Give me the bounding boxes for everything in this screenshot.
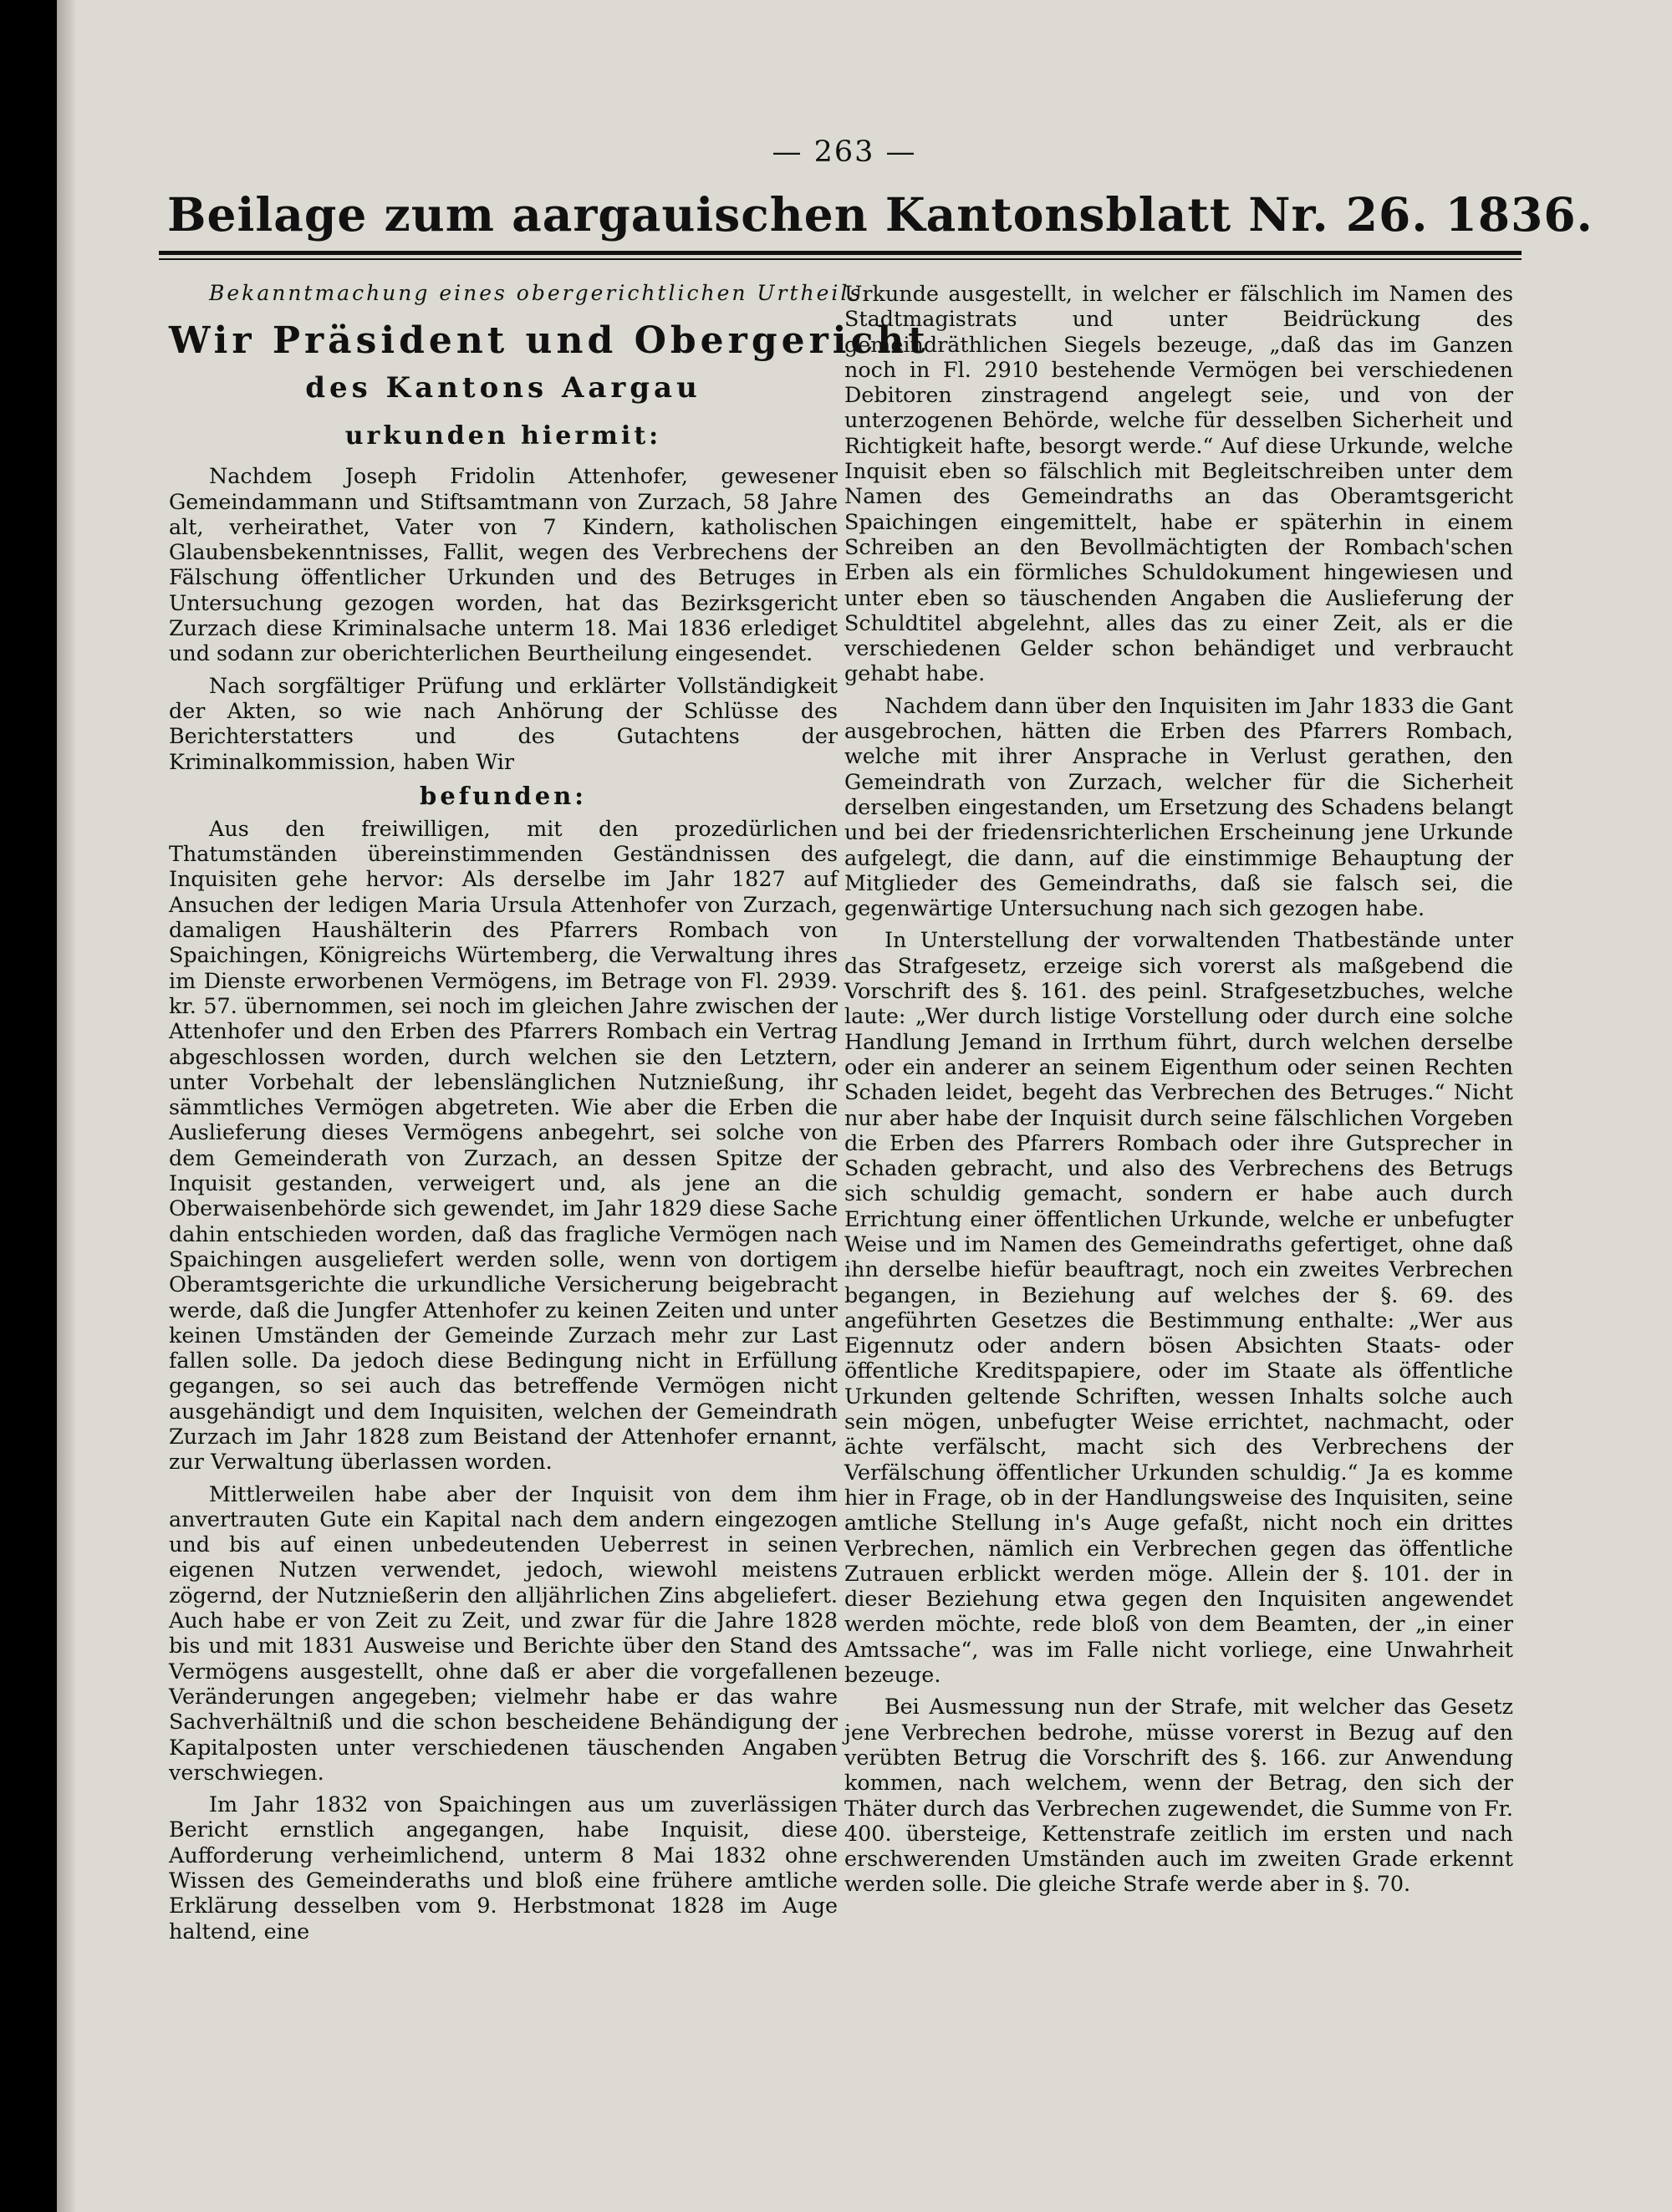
urkunden-heading: urkunden hiermit: [344,421,662,451]
paragraph: Mittlerweilen habe aber der Inquisit von dem ihm anvertrauten Gute ein Kapital nach dem andern eingezogen und bis auf einen unbedeutenden Ueberrest in seinen eigenen Nutzen verwendet, jedoch, wiewohl meistens zögernd, der Nutznießerin den alljährlichen Zins abgeliefert. Auch habe er von Zeit zu Zeit, und zwar für die Jahre 1828 bis und mit 1831 Ausweise und Berichte über den Stand des Vermögens ausgestellt, ohne daß er aber die vorgefallenen Veränderungen angegeben; vielmehr habe er das wahre Sachverhältniß und die schon bescheidene Behändigung der Kapitalposten unter verschiedenen täuschenden Angaben verschwiegen. [169,1481,838,1785]
header-rule-thick [159,251,1522,255]
paragraph: Bei Ausmessung nun der Strafe, mit welcher das Gesetz jene Verbrechen bedrohe, müsse vorerst in Bezug auf den verübten Betrug die Vorschrift des §. 166. zur Anwendung kommen, nach welchem, wenn der Betrag, den sich der Thäter durch das Verbrechen zugewendet, die Summe von Fr. 400. übersteige, Kettenstrafe zeitlich im ersten und nach erschwerenden Umständen auch im zweiten Grade erkennt werden solle. Die gleiche Strafe werde aber in §. 70. [844,1694,1513,1897]
canton-heading: des Kantons Aargau [305,371,701,405]
page-gutter-shadow [57,0,77,2212]
paragraph: Im Jahr 1832 von Spaichingen aus um zuverlässigen Bericht ernstlich angegangen, habe Inquisit, diese Aufforderung verheimlichend, unterm 8 Mai 1832 ohne Wissen des Gemeinderaths und bloß eine frühere amtliche Erklärung desselben vom 9. Herbstmonat 1828 im Auge haltend, eine [169,1792,838,1944]
running-title: Beilage zum aargauischen Kantonsblatt Nr. 26. 1836. [167,187,1593,242]
paragraph: In Unterstellung der vorwaltenden Thatbestände unter das Strafgesetz, erzeige sich vorerst als maßgebend die Vorschrift des §. 161. des peinl. Strafgesetzbuches, welche laute: „Wer durch listige Vorstellung oder durch eine solche Handlung Jemand in Irrthum führt, durch welchen derselbe oder ein anderer an seinem Eigenthum oder seinen Rechten Schaden leidet, begeht das Verbrechen des Betruges.“ Nicht nur aber habe der Inquisit durch seine fälschlichen Vorgeben die Erben des Pfarrers Rombach oder ihre Gutsprecher in Schaden gebracht, und also des Verbrechens des Betrugs sich schuldig gemacht, sondern er habe auch durch Errichtung einer öffentlichen Urkunde, welche er unbefugter Weise und im Namen des Gemeindraths gefertiget, ohne daß ihn derselbe hiefür beauftragt, noch ein zweites Verbrechen begangen, in Beziehung auf welches der §. 69. des angeführten Gesetzes die Bestimmung enthalte: „Wer aus Eigennutz oder andern bösen Absichten Staats- oder öffentliche Kreditspapiere, oder im Staate als öffentliche Urkunden geltende Schriften, wessen Inhalts solche auch sein mögen, unbefugter Weise errichtet, nachmacht, oder ächte verfälscht, macht sich des Verbrechens der Verfälschung öffentlicher Urkunden schuldig.“ Ja es komme hier in Frage, ob in der Handlungsweise des Inquisiten, seine amtliche Stellung in's Auge gefaßt, nicht noch ein drittes Verbrechen, nämlich ein Verbrechen gegen das öffentliche Zutrauen erblickt werden möge. Allein der §. 101. der in dieser Beziehung etwa gegen den Inquisiten angewendet werden möchte, rede bloß von dem Beamten, der „in einer Amtssache“, was im Falle nicht vorliege, eine Unwahrheit bezeuge. [844,927,1513,1688]
paragraph-continued: Urkunde ausgestellt, in welcher er fälschlich im Namen des Stadtmagistrats und unter Beidrückung des gemeindräthlichen Siegels bezeuge, „daß das im Ganzen noch in Fl. 2910 bestehende Vermögen bei verschiedenen Debitoren zinstragend angelegt seie, und von der unterzogenen Behörde, welche für desselben Sicherheit und Richtigkeit hafte, besorgt werde.“ Auf diese Urkunde, welche Inquisit eben so fälschlich mit Begleitschreiben unter dem Namen des Gemeindraths an das Oberamtsgericht Spaichingen eingemittelt, habe er späterhin in einem Schreiben an den Bevollmächtigten der Rombach'schen Erben als ein förmliches Schuldokument hingewiesen und unter eben so täuschenden Angaben die Auslieferung der Schuldtitel abgelehnt, alles das zu einer Zeit, als er die verschiedenen Gelder schon behändiget und verbraucht gehabt habe. [844,281,1513,686]
page-number: — 263 — [772,135,917,169]
notice-heading: Bekanntmachung eines obergerichtlichen Urtheils. [209,281,873,305]
right-column [844,281,1513,2179]
left-column [169,281,930,2179]
paragraph: Nachdem Joseph Fridolin Attenhofer, gewesener Gemeindammann und Stiftsamtmann von Zurzach, 58 Jahre alt, verheirathet, Vater von 7 Kindern, katholischen Glaubensbekenntnisses, Fallit, wegen des Verbrechens der Fälschung öffentlicher Urkunden und des Betruges in Untersuchung gezogen worden, hat das Bezirksgericht Zurzach diese Kriminalsache unterm 18. Mai 1836 erlediget und sodann zur oberichterlichen Beurtheilung eingesendet. [169,463,838,666]
court-heading: Wir Präsident und Obergericht [169,319,930,363]
paragraph: Nachdem dann über den Inquisiten im Jahr 1833 die Gant ausgebrochen, hätten die Erben des Pfarrers Rombach, welche mit ihrer Ansprache in Verlust gerathen, den Gemeindrath von Zurzach, welcher für die Sicherheit derselben eingestanden, um Ersetzung des Schadens belangt und bei der friedensrichterlichen Erscheinung jene Urkunde aufgelegt, die dann, auf die einstimmige Behauptung der Mitglieder des Gemeindraths, daß sie falsch sei, die gegenwärtige Untersuchung nach sich gezogen habe. [844,692,1513,921]
paragraph: Aus den freiwilligen, mit den prozedürlichen Thatumständen übereinstimmenden Geständnissen des Inquisiten gehe hervor: Als derselbe im Jahr 1827 auf Ansuchen der ledigen Maria Ursula Attenhofer von Zurzach, damaligen Haushälterin des Pfarrers Rombach von Spaichingen, Königreichs Würtemberg, die Verwaltung ihres im Dienste erworbenen Vermögens, im Betrage von Fl. 2939. kr. 57. übernommen, sei noch im gleichen Jahre zwischen der Attenhofer und den Erben des Pfarrers Rombach ein Vertrag abgeschlossen worden, durch welchen sie den Letztern, unter Vorbehalt der lebenslänglichen Nutznießung, ihr sämmtliches Vermögen abgetreten. Wie aber die Erben die Auslieferung dieses Vermögens anbegehrt, sei solche von dem Gemeinderath von Zurzach, an dessen Spitze der Inquisit gestanden, verweigert und, als jene an die Oberwaisenbehörde sich gewendet, im Jahr 1829 diese Sache dahin entschieden worden, daß das fragliche Vermögen nach Spaichingen ausgeliefert werden solle, wenn von dortigem Oberamtsgerichte die urkundliche Versicherung beigebracht werde, daß die Jungfer Attenhofer zu keinen Zeiten und unter keinen Umständen der Gemeinde Zurzach mehr zur Last fallen solle. Da jedoch diese Bedingung nicht in Erfüllung gegangen, so sei auch das betreffende Vermögen nicht ausgehändigt und dem Inquisiten, welchen der Gemeindrath Zurzach im Jahr 1828 zum Beistand der Attenhofer ernannt, zur Verwaltung überlassen worden. [169,815,838,1475]
befunden-heading: befunden: [420,781,587,810]
paragraph: Nach sorgfältiger Prüfung und erklärter Vollständigkeit der Akten, so wie nach Anhörung der Schlüsse des Berichterstatters und des Gutachtens der Kriminalkommission, haben Wir [169,672,838,774]
header-rule-thin [159,258,1522,260]
